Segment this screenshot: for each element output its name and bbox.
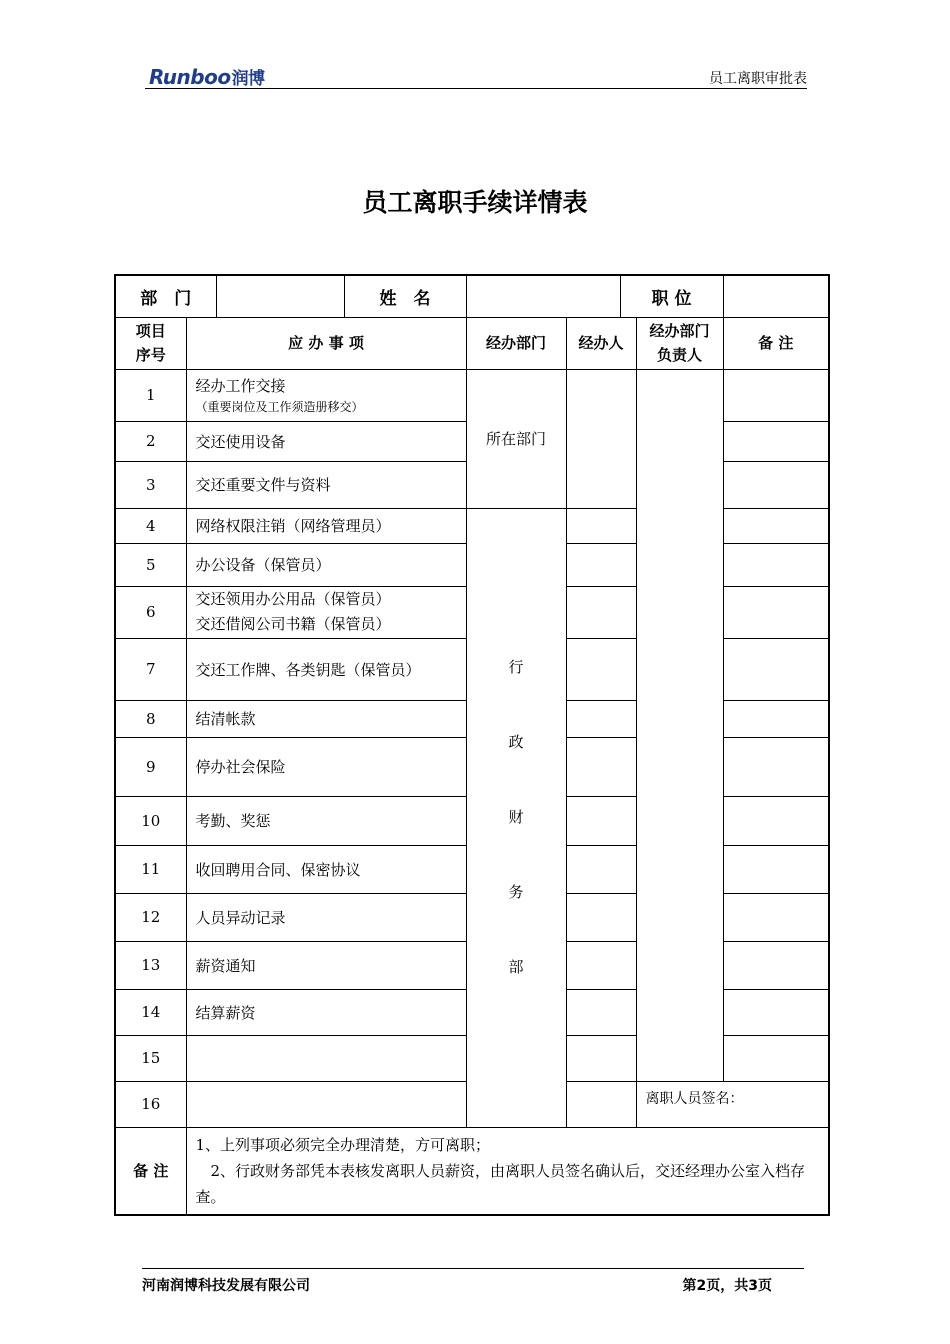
row-no: 5	[115, 543, 186, 586]
resignee-signature-field[interactable]: 离职人员签名：	[636, 1081, 829, 1127]
row-no: 2	[115, 421, 186, 461]
note-line-1: 1、上列事项必须完全办理清楚，方可离职；	[195, 1135, 491, 1154]
row-item	[186, 586, 466, 638]
col-mgr-header	[636, 317, 723, 369]
name-label: 姓 名	[344, 275, 466, 317]
dept-group2-char: 财	[508, 808, 524, 826]
note-line-2: 2、行政财务部凭本表核发离职人员薪资，由离职人员签名确认后，交还经理办公室入档存查。	[195, 1161, 806, 1206]
row-item-subtext: （重要岗位及工作须造册移交）	[195, 400, 364, 414]
col-dept-header: 经办部门	[466, 317, 566, 369]
dept-group-admin-finance	[466, 508, 566, 1127]
dept-group2-char: 部	[508, 958, 524, 976]
remark-cell[interactable]	[723, 638, 829, 700]
row-no: 4	[115, 508, 186, 543]
dept-group2-char: 政	[508, 733, 524, 751]
col-mgr-line2: 负责人	[657, 346, 703, 364]
handler-cell[interactable]	[566, 638, 636, 700]
remark-cell[interactable]	[723, 796, 829, 845]
row-no: 10	[115, 796, 186, 845]
row-item-text: 经办工作交接	[195, 377, 286, 395]
remark-cell[interactable]	[723, 586, 829, 638]
row-no: 16	[115, 1081, 186, 1127]
handler-cell[interactable]	[566, 586, 636, 638]
row-item	[186, 369, 466, 421]
row-item: 结算薪资	[186, 989, 466, 1035]
handler-cell-group1[interactable]	[566, 369, 636, 508]
remark-cell[interactable]	[723, 700, 829, 737]
column-header-row	[115, 317, 829, 369]
row-item: 考勤、奖惩	[186, 796, 466, 845]
position-label: 职 位	[620, 275, 723, 317]
info-row	[115, 275, 829, 317]
row-item: 人员异动记录	[186, 893, 466, 941]
row-no: 3	[115, 461, 186, 508]
row-no: 11	[115, 845, 186, 893]
row-item[interactable]	[186, 1081, 466, 1127]
remark-cell[interactable]	[723, 508, 829, 543]
handler-cell[interactable]	[566, 941, 636, 989]
handler-cell[interactable]	[566, 893, 636, 941]
col-no-line1: 项目	[135, 322, 166, 340]
remark-cell[interactable]	[723, 369, 829, 421]
notes-label: 备 注	[115, 1127, 186, 1215]
row-no: 15	[115, 1035, 186, 1081]
row-no: 6	[115, 586, 186, 638]
row-no: 12	[115, 893, 186, 941]
name-value-field[interactable]	[466, 275, 620, 317]
notes-row	[115, 1127, 829, 1215]
row-no: 8	[115, 700, 186, 737]
position-value-field[interactable]	[723, 275, 829, 317]
document-title: 员工离职手续详情表	[362, 188, 588, 217]
manager-signature-column[interactable]	[636, 369, 723, 1081]
footer-company: 河南润博科技发展有限公司	[142, 1278, 310, 1294]
row-no: 13	[115, 941, 186, 989]
remark-cell[interactable]	[723, 893, 829, 941]
footer-page-info: 第2页，共3页	[682, 1278, 772, 1294]
row-item-line2: 交还借阅公司书籍（保管员）	[195, 615, 391, 633]
resignation-form-table	[114, 274, 830, 1216]
notes-content	[186, 1127, 829, 1215]
dept-value-field[interactable]	[216, 275, 344, 317]
dept-group2-char: 务	[508, 883, 524, 901]
logo-cn: 润博	[231, 69, 265, 89]
handler-cell[interactable]	[566, 1081, 636, 1127]
row-no: 7	[115, 638, 186, 700]
table-row	[115, 369, 829, 421]
row-item: 交还工作牌、各类钥匙（保管员）	[186, 638, 466, 700]
row-item: 收回聘用合同、保密协议	[186, 845, 466, 893]
row-item: 停办社会保险	[186, 737, 466, 796]
remark-cell[interactable]	[723, 1035, 829, 1081]
col-handler-header: 经办人	[566, 317, 636, 369]
handler-cell[interactable]	[566, 508, 636, 543]
page-footer	[142, 1268, 804, 1299]
handler-cell[interactable]	[566, 700, 636, 737]
handler-cell[interactable]	[566, 737, 636, 796]
remark-cell[interactable]	[723, 543, 829, 586]
row-item: 网络权限注销（网络管理员）	[186, 508, 466, 543]
row-no: 1	[115, 369, 186, 421]
remark-cell[interactable]	[723, 845, 829, 893]
remark-cell[interactable]	[723, 737, 829, 796]
row-item: 交还使用设备	[186, 421, 466, 461]
handler-cell[interactable]	[566, 543, 636, 586]
header-title: 员工离职审批表	[709, 71, 807, 87]
handler-cell[interactable]	[566, 1035, 636, 1081]
logo-latin: Runboo	[149, 65, 231, 89]
row-item: 交还重要文件与资料	[186, 461, 466, 508]
row-no: 9	[115, 737, 186, 796]
row-item: 结清帐款	[186, 700, 466, 737]
dept-group-own-dept: 所在部门	[466, 369, 566, 508]
col-item-header: 应 办 事 项	[186, 317, 466, 369]
dept-group2-char: 行	[508, 658, 524, 676]
row-item-line1: 交还领用办公用品（保管员）	[195, 590, 391, 608]
col-no-line2: 序号	[135, 346, 166, 364]
dept-label: 部 门	[115, 275, 216, 317]
remark-cell[interactable]	[723, 941, 829, 989]
col-remark-header: 备 注	[723, 317, 829, 369]
company-logo	[149, 64, 265, 89]
page-header	[145, 62, 807, 89]
remark-cell[interactable]	[723, 461, 829, 508]
row-no: 14	[115, 989, 186, 1035]
col-mgr-line1: 经办部门	[649, 322, 710, 340]
col-no-header	[115, 317, 186, 369]
handler-cell[interactable]	[566, 989, 636, 1035]
row-item: 办公设备（保管员）	[186, 543, 466, 586]
row-item: 薪资通知	[186, 941, 466, 989]
row-item[interactable]	[186, 1035, 466, 1081]
remark-cell[interactable]	[723, 989, 829, 1035]
handler-cell[interactable]	[566, 796, 636, 845]
remark-cell[interactable]	[723, 421, 829, 461]
handler-cell[interactable]	[566, 845, 636, 893]
